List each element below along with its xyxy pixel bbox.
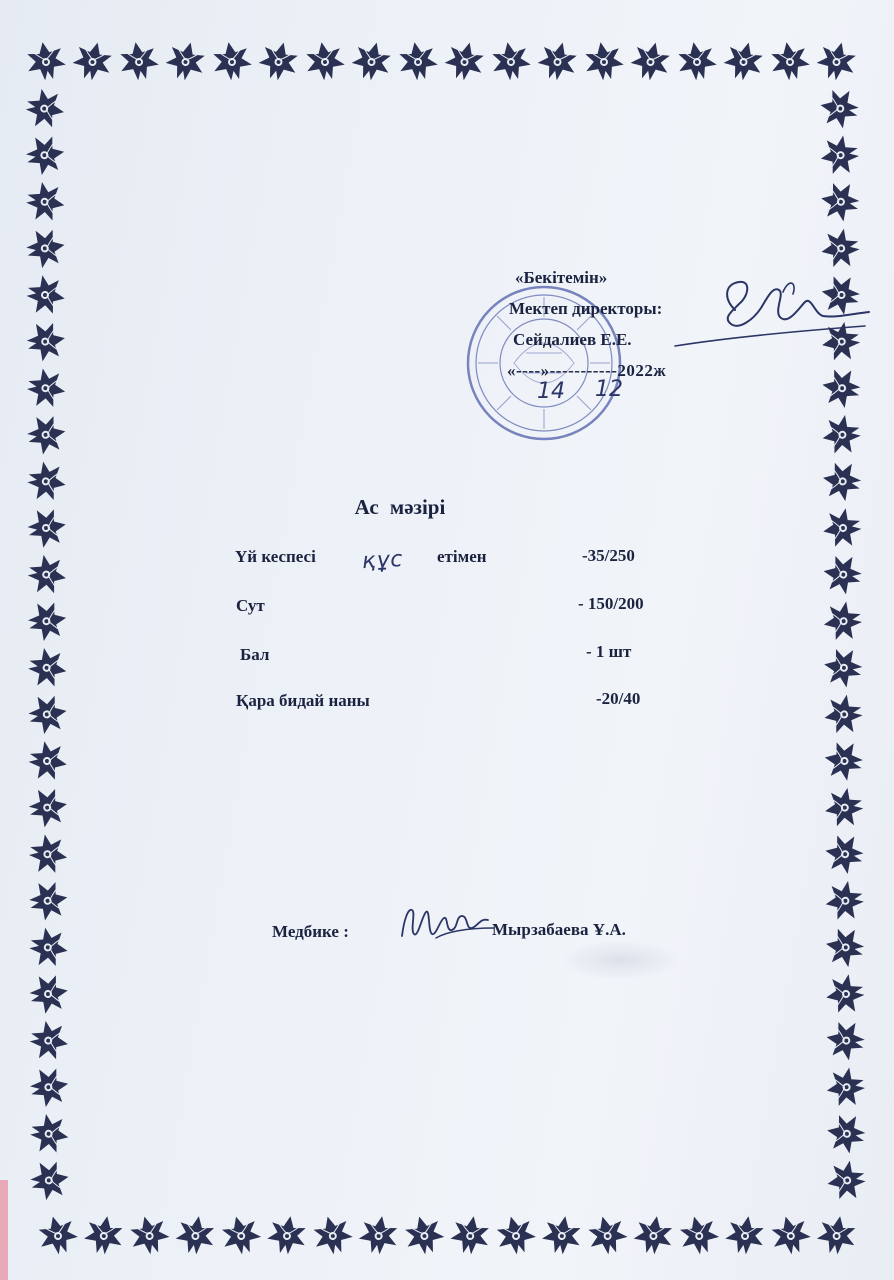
border-ornament [25, 460, 69, 504]
menu-item-qty: -35/250 [582, 546, 635, 565]
border-ornament [24, 319, 68, 363]
menu-item-qty: -20/40 [596, 689, 641, 708]
border-ornament [448, 1213, 492, 1257]
border-ornament [822, 786, 866, 830]
border-ornament [25, 506, 69, 550]
border-ornament [24, 226, 68, 270]
border-ornament [348, 38, 395, 85]
border-ornament [27, 1065, 71, 1109]
border-ornament [820, 459, 864, 503]
approval-title: «Бекітемін» [515, 268, 608, 287]
border-ornament [25, 599, 69, 643]
menu-item-name-before: Үй кеспесі [235, 547, 316, 566]
menu-item-qty: - 150/200 [578, 594, 644, 613]
border-ornament [28, 1112, 72, 1156]
border-ornament [768, 39, 812, 83]
border-ornament [815, 1213, 859, 1257]
director-signature [665, 268, 875, 358]
border-ornament [24, 273, 68, 317]
border-ornament [27, 1019, 71, 1063]
border-ornament [25, 413, 69, 457]
handwritten-date [533, 372, 643, 408]
border-ornament [818, 227, 862, 271]
border-ornament [540, 1213, 584, 1257]
border-ornament [25, 553, 69, 597]
border-ornament [34, 1212, 81, 1259]
border-ornament [824, 1159, 868, 1203]
border-ornament [24, 180, 68, 224]
menu-item-qty: - 1 шт [586, 642, 632, 661]
border-ornament [822, 832, 866, 876]
border-ornament [822, 879, 866, 923]
border-ornament [820, 506, 864, 550]
border-ornament [819, 413, 863, 457]
border-ornament [162, 38, 209, 85]
border-ornament [822, 739, 866, 783]
border-ornament [821, 646, 865, 690]
border-ornament [821, 599, 865, 643]
border-ornament [534, 38, 581, 85]
border-ornament [265, 1213, 309, 1257]
menu-item-name: Бал [240, 645, 270, 664]
border-ornament [26, 646, 70, 690]
handwritten-day: 14 [537, 379, 565, 404]
border-ornament [26, 785, 70, 829]
border-ornament [26, 739, 70, 783]
paper-crease [560, 940, 680, 980]
menu-item-name: Қара бидай наны [236, 691, 370, 710]
border-ornament [210, 39, 254, 83]
border-ornament [27, 879, 71, 923]
border-ornament [723, 1213, 767, 1257]
border-ornament [27, 926, 71, 970]
border-ornament [675, 39, 719, 83]
border-ornament [582, 39, 626, 83]
border-ornament [584, 1212, 631, 1259]
border-ornament [813, 38, 860, 85]
menu-item-name: Сут [236, 596, 265, 615]
border-ornament [489, 39, 533, 83]
border-ornament [82, 1213, 126, 1257]
border-ornament [632, 1213, 676, 1257]
border-ornament [818, 180, 862, 224]
approval-date-line: «----»-----------2022ж [507, 361, 667, 380]
border-ornament [820, 552, 864, 596]
border-ornament [492, 1212, 539, 1259]
border-ornament [23, 133, 67, 177]
border-ornament [823, 925, 867, 969]
approval-role: Мектеп директоры: [509, 299, 663, 318]
border-ornament [309, 1212, 356, 1259]
border-ornament [303, 39, 347, 83]
border-ornament [117, 39, 161, 83]
border-ornament [441, 38, 488, 85]
approval-name: Сейдалиев Е.Е. [513, 330, 632, 349]
border-ornament [28, 1158, 72, 1202]
border-ornament [627, 38, 674, 85]
border-ornament [817, 86, 861, 130]
border-ornament [357, 1213, 401, 1257]
border-ornament [27, 972, 71, 1016]
menu-item-name-after: етімен [437, 547, 487, 566]
border-ornament [69, 38, 116, 85]
border-ornament [824, 1065, 868, 1109]
border-ornament [26, 832, 70, 876]
border-ornament [218, 1212, 265, 1259]
border-ornament [23, 87, 67, 131]
border-ornament [26, 692, 70, 736]
border-ornament [824, 1112, 868, 1156]
menu-title: Ас мәзірі [354, 495, 446, 519]
border-ornament [24, 366, 68, 410]
border-ornament [401, 1212, 448, 1259]
border-ornament [24, 39, 68, 83]
border-ornament [767, 1212, 814, 1259]
border-ornament [396, 39, 440, 83]
border-ornament [818, 133, 862, 177]
border-ornament [821, 693, 865, 737]
border-ornament [676, 1212, 723, 1259]
border-ornament [720, 38, 767, 85]
nurse-label: Медбике : [272, 922, 349, 941]
border-ornament [819, 366, 863, 410]
border-ornament [174, 1213, 218, 1257]
nurse-signature [396, 898, 496, 948]
menu-item-handwritten-word: құс [361, 546, 405, 575]
nurse-name: Мырзабаева Ұ.А. [492, 920, 626, 939]
handwritten-month: 12 [595, 377, 623, 402]
border-ornament [126, 1212, 173, 1259]
border-ornament [823, 1018, 867, 1062]
border-ornament [823, 972, 867, 1016]
border-ornament [255, 38, 302, 85]
